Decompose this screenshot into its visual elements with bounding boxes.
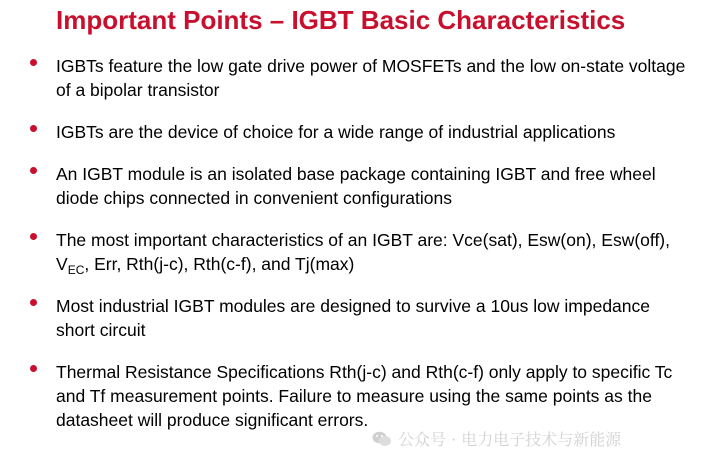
bullet-dot-icon: [30, 233, 37, 240]
bullet-text-after: , Err, Rth(j-c), Rth(c-f), and Tj(max): [84, 254, 355, 274]
bullet-text: IGBTs feature the low gate drive power of MOSFETs and the low on-state voltage of a bipolar transistor: [56, 56, 686, 100]
bullet-dot-icon: [30, 365, 37, 372]
bullet-dot-icon: [30, 59, 37, 66]
bullet-text: An IGBT module is an isolated base package containing IGBT and free wheel diode chips connected in convenient configurations: [56, 164, 656, 208]
bullet-list: [28, 54, 688, 450]
bullet-item: [28, 294, 688, 342]
slide-title: Important Points – IGBT Basic Characteristics: [56, 5, 626, 35]
bullet-item: [28, 360, 688, 432]
bullet-item: [28, 162, 688, 210]
bullet-item: [28, 120, 688, 144]
bullet-item: [28, 54, 688, 102]
wechat-icon: [372, 431, 392, 447]
bullet-dot-icon: [30, 167, 37, 174]
bullet-text: IGBTs are the device of choice for a wide range of industrial applications: [56, 122, 616, 142]
bullet-dot-icon: [30, 299, 37, 306]
watermark-text: 公众号 · 电力电子技术与新能源: [398, 430, 622, 449]
watermark: [372, 427, 621, 450]
bullet-text: Most industrial IGBT modules are designed to survive a 10us low impedance short circuit: [56, 296, 651, 340]
bullet-subscript: EC: [67, 263, 85, 277]
bullet-item: [28, 228, 688, 276]
bullet-text: Thermal Resistance Specifications Rth(j-c) and Rth(c-f) only apply to specific Tc and Tf measurement points. Failure to measure using the same points as the datasheet will produce significant errors.: [56, 362, 673, 430]
bullet-dot-icon: [30, 125, 37, 132]
bullet-text-before: The most important characteristics of an IGBT are: Vce(sat), Esw(on), Esw(off), V: [56, 230, 670, 274]
